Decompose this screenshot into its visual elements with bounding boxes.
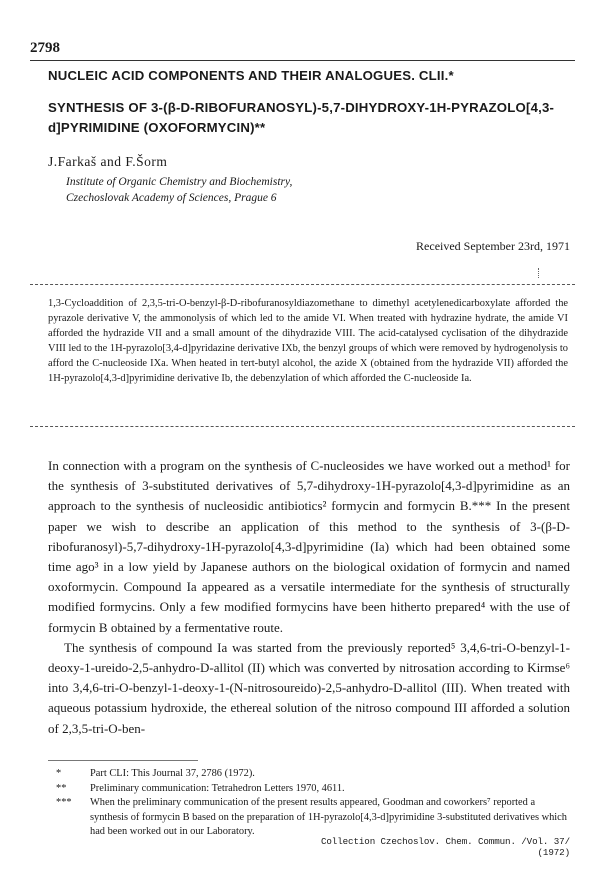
footnote — [48, 767, 570, 782]
article-subtitle: SYNTHESIS OF 3-(β-D-RIBOFURANOSYL)-5,7-DIHYDROXY-1H-PYRAZOLO[4,3-d]PYRIMIDINE (OXOFORMYCIN)** — [48, 100, 555, 135]
abstract-bottom-rule — [30, 426, 575, 427]
journal-footer: Collection Czechoslov. Chem. Commun. /Vol. 37/ (1972) — [320, 836, 570, 858]
footnote-mark: ** — [56, 782, 67, 794]
page-number: 2798 — [30, 40, 60, 56]
article-body — [48, 456, 570, 739]
affiliation-line-2: Czechoslovak Academy of Sciences, Prague 6 — [66, 192, 277, 204]
margin-mark — [538, 268, 540, 278]
body-paragraph: The synthesis of compound Ia was started from the previously reported⁵ 3,4,6-tri-O-benzyl-1-deoxy-1-ureido-2,5-anhydro-D-allitol (II) which was converted by nitrosation according to Kirmse⁶ into 3,4,6-tri-O-benzyl-1-deoxy-1-(N-nitrosoureido)-2,5-anhydro-D-allitol (III). When treated with aqueous potassium hydroxide, the ethereal solution of the nitroso compound III afforded a solution of 2,3,5-tri-O-ben- — [48, 639, 570, 736]
footnote-mark: *** — [56, 797, 72, 809]
received-date: Received September 23rd, 1971 — [416, 239, 570, 253]
footnote-mark: * — [56, 768, 62, 779]
abstract-text: 1,3-Cycloaddition of 2,3,5-tri-O-benzyl-β-D-ribofuranosyldiazomethane to dimethyl acetylenedicarboxylate afforded the pyrazole derivative V, the ammonolysis of which led to the amide VI. When treated with hydrazine hydrate, the amide VI afforded the hydrazide VII and a small amount of the dihydrazide VIII. The acid-catalysed cyclisation of the dihydrazide VIII led to the 1H-pyrazolo[3,4-d]pyridazine derivative IXb, the benzyl groups of which were removed by hydrogenolysis to afford the C-nucleoside IXa. When heated in tert-butyl alcohol, the azide X (obtained from the hydrazide VII) afforded the 1H-pyrazolo[4,3-d]pyrimidine derivative Ib, the debenzylation of which afforded the C-nucleoside Ia. — [48, 298, 568, 384]
affiliation-line-1: Institute of Organic Chemistry and Biochemistry, — [66, 176, 293, 188]
footnote — [48, 796, 570, 840]
footnote — [48, 782, 570, 797]
footnote-text: Part CLI: This Journal 37, 2786 (1972). — [90, 768, 255, 779]
header-rule — [30, 60, 575, 61]
article-title: NUCLEIC ACID COMPONENTS AND THEIR ANALOGUES. CLII.* — [48, 68, 454, 83]
body-paragraph: In connection with a program on the synthesis of C-nucleosides we have worked out a method¹ for the synthesis of 3-substituted derivatives of 5,7-dihydroxy-1H-pyrazolo[4,3-d]pyrimidine as an approach to the synthesis of nucleosidic antibiotics² formycin and formycin B.*** In the present paper we wish to describe an application of this method to the synthesis of 3-(β-D-ribofuranosyl)-5,7-dihydroxy-1H-pyrazolo[4,3-d]pyrimidine (Ia) which had been obtained some time ago³ in a low yield by Japanese authors on the biological oxidation of formycin and named oxoformycin. Compound Ia appeared as a versatile intermediate for the synthesis of structurally modified formycins. Only a few modified formycins have been hitherto prepared⁴ with the use of formycin B obtained by a fermentative route. — [48, 458, 570, 635]
footnote-text: When the preliminary communication of the present results appeared, Goodman and coworkers⁷ reported a synthesis of formycin B based on the preparation of 1H-pyrazolo[4,3-d]pyrimidine 3-substituted derivatives which had been worked out in our Laboratory. — [90, 797, 567, 838]
abstract-top-rule — [30, 284, 575, 285]
authors: J.Farkaš and F.Šorm — [48, 154, 168, 169]
footnote-text: Preliminary communication: Tetrahedron Letters 1970, 4611. — [90, 782, 345, 794]
footnote-rule — [48, 760, 198, 761]
abstract — [48, 296, 568, 386]
footnotes — [48, 767, 570, 840]
affiliation — [66, 174, 292, 206]
